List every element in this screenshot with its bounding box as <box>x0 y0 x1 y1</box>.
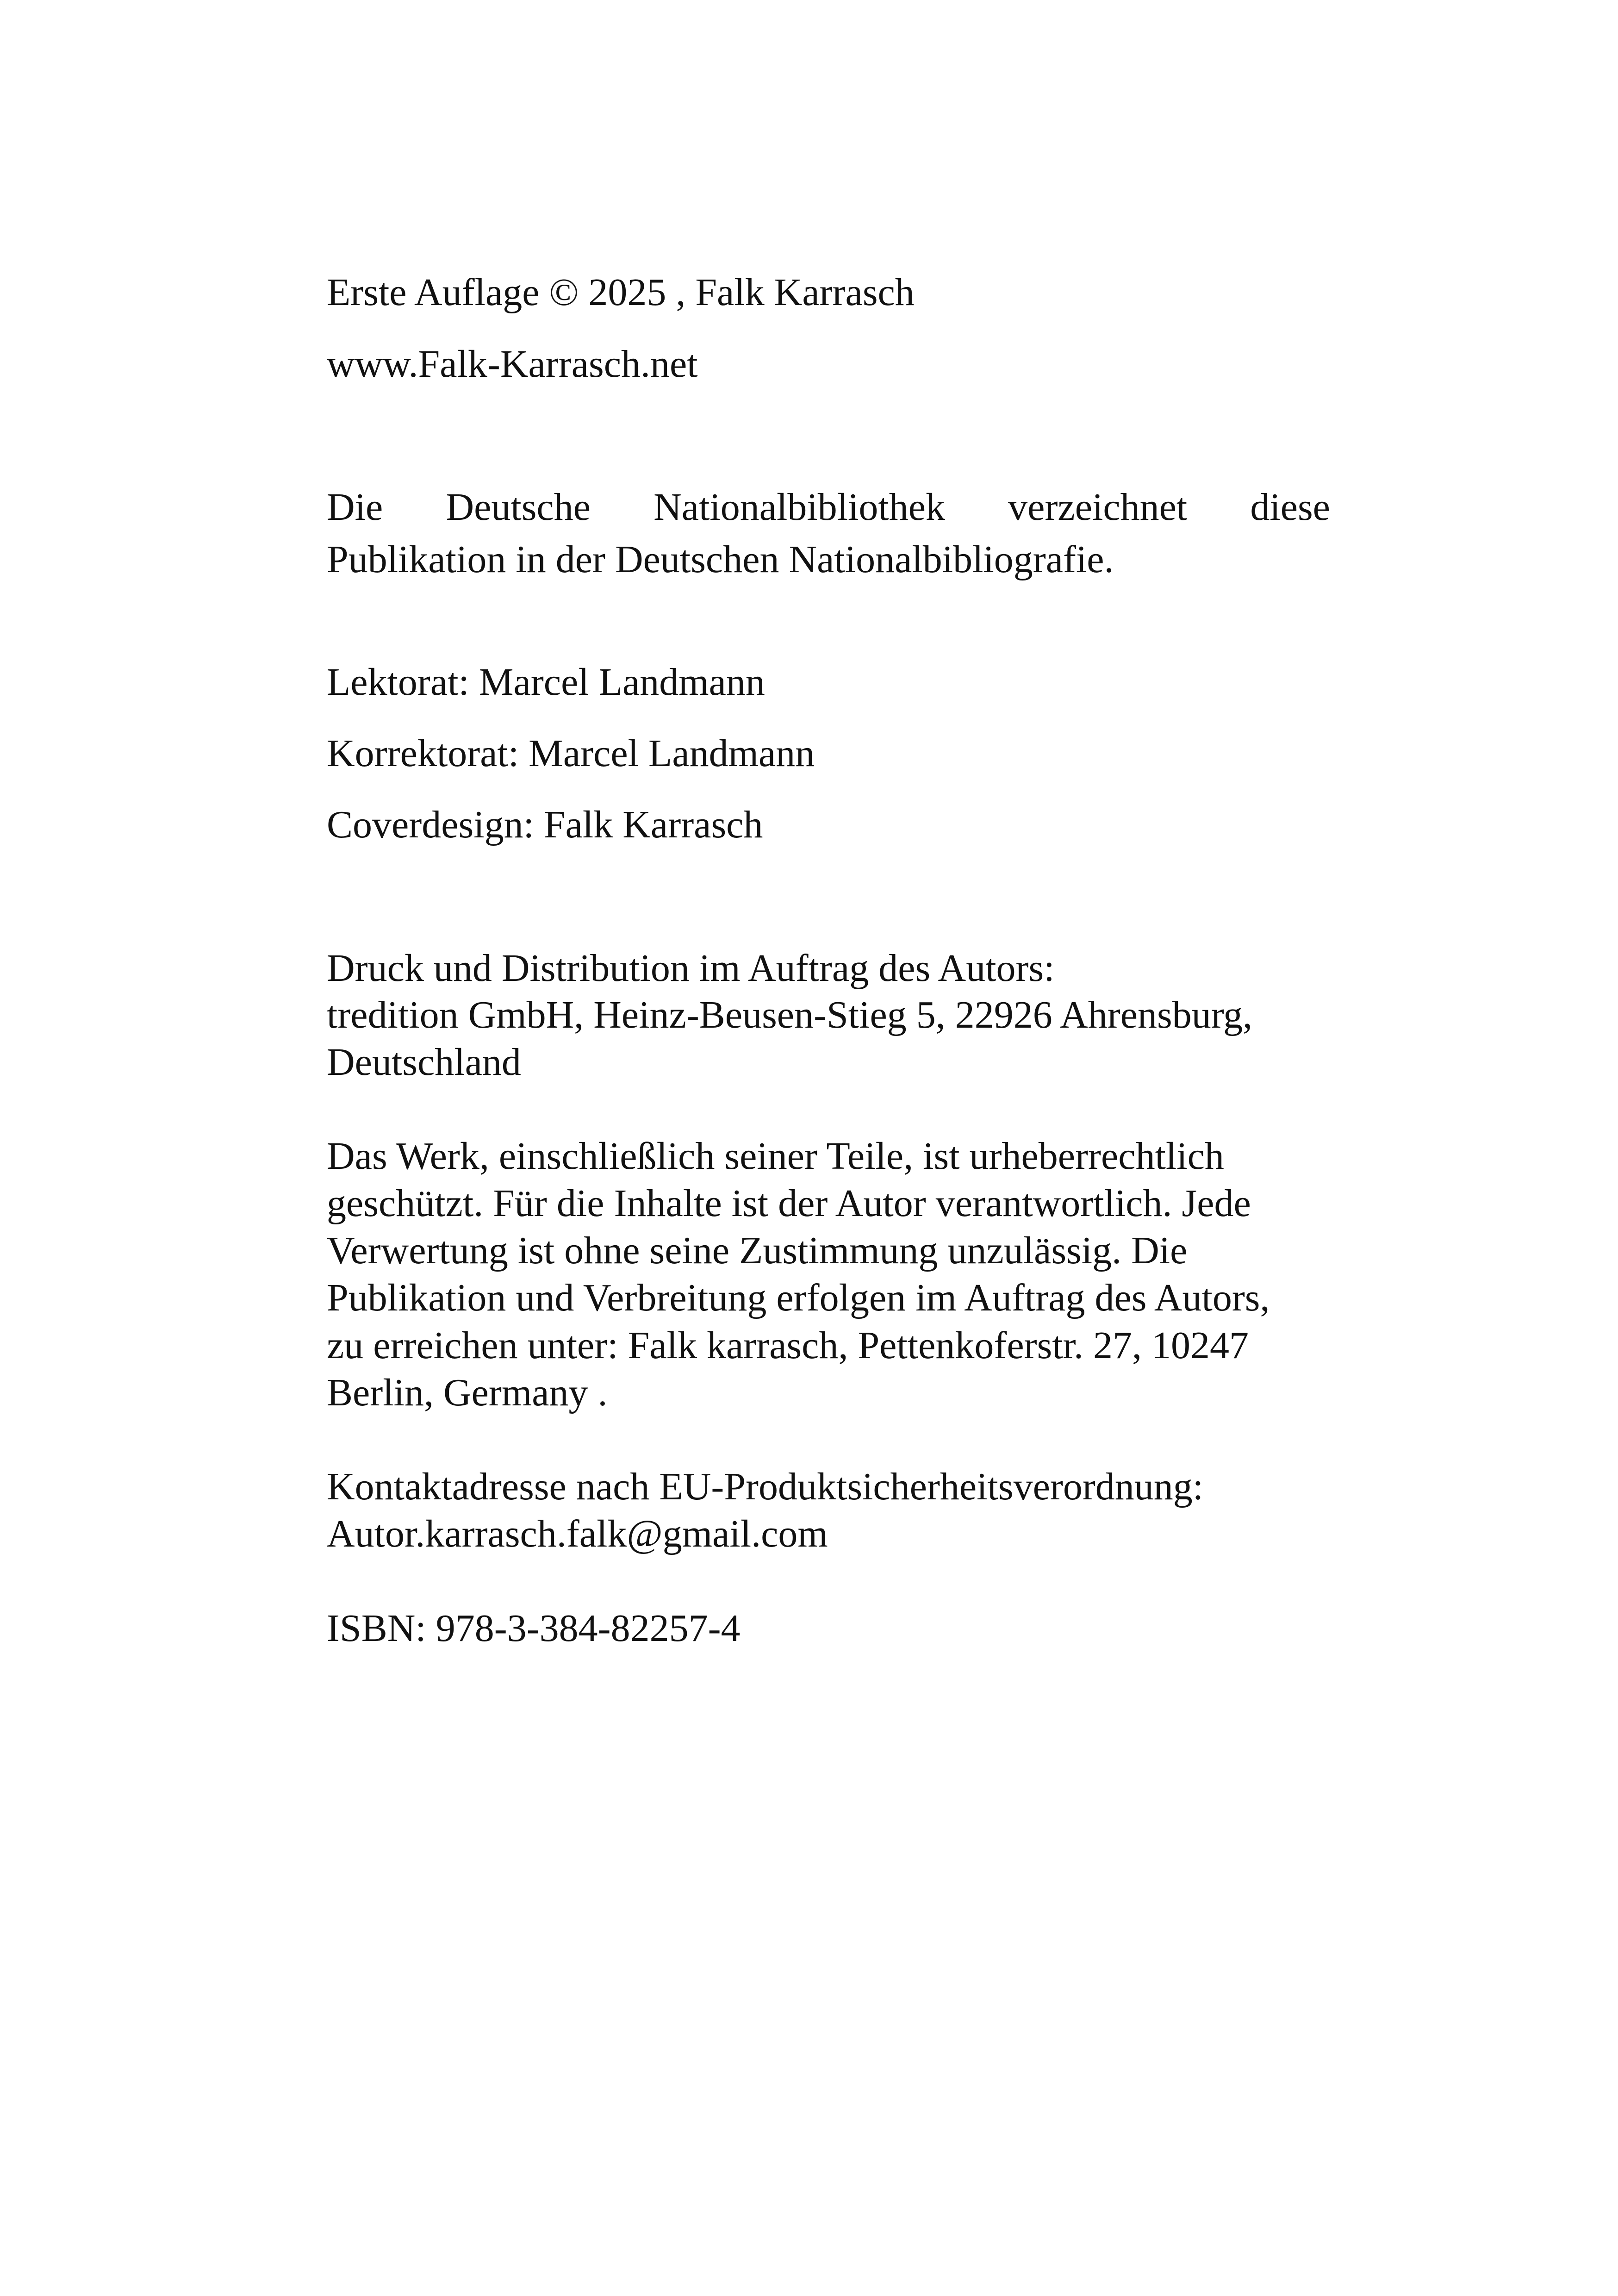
isbn-line: ISBN: 978-3-384-82257-4 <box>327 1607 741 1650</box>
copyright-line-2: geschützt. Für die Inhalte ist der Autor verantwortlich. Jede <box>327 1182 1251 1225</box>
dnb-word: verzeichnet <box>1008 486 1188 529</box>
copyright-line-4: Publikation und Verbreitung erfolgen im Auftrag des Autors, <box>327 1276 1270 1319</box>
dnb-word: diese <box>1250 486 1330 529</box>
copyright-line-5: zu erreichen unter: Falk karrasch, Pettenkoferstr. 27, 10247 <box>327 1324 1249 1367</box>
edition-line: Erste Auflage © 2025 , Falk Karrasch <box>327 271 915 314</box>
copyright-line-6: Berlin, Germany . <box>327 1371 608 1414</box>
contact-line-1: Kontaktadresse nach EU-Produktsicherheitsverordnung: <box>327 1465 1204 1508</box>
website-line: www.Falk-Karrasch.net <box>327 343 698 386</box>
credit-editing: Lektorat: Marcel Landmann <box>327 661 765 704</box>
print-line-2: tredition GmbH, Heinz-Beusen-Stieg 5, 22926 Ahrensburg, <box>327 993 1253 1036</box>
dnb-word: Nationalbibliothek <box>653 486 946 529</box>
print-line-1: Druck und Distribution im Auftrag des Autors: <box>327 947 1055 990</box>
credit-cover-design: Coverdesign: Falk Karrasch <box>327 803 763 846</box>
credit-proofreading: Korrektorat: Marcel Landmann <box>327 732 815 775</box>
copyright-line-3: Verwertung ist ohne seine Zustimmung unzulässig. Die <box>327 1229 1188 1272</box>
print-line-3: Deutschland <box>327 1041 521 1084</box>
dnb-notice-line-1 <box>327 483 1330 531</box>
copyright-line-1: Das Werk, einschließlich seiner Teile, ist urheberrechtlich <box>327 1135 1224 1178</box>
dnb-notice-line-2: Publikation in der Deutschen Nationalbibliografie. <box>327 538 1114 581</box>
dnb-word: Die <box>327 486 383 529</box>
contact-email: Autor.karrasch.falk@gmail.com <box>327 1512 828 1555</box>
dnb-word: Deutsche <box>446 486 591 529</box>
